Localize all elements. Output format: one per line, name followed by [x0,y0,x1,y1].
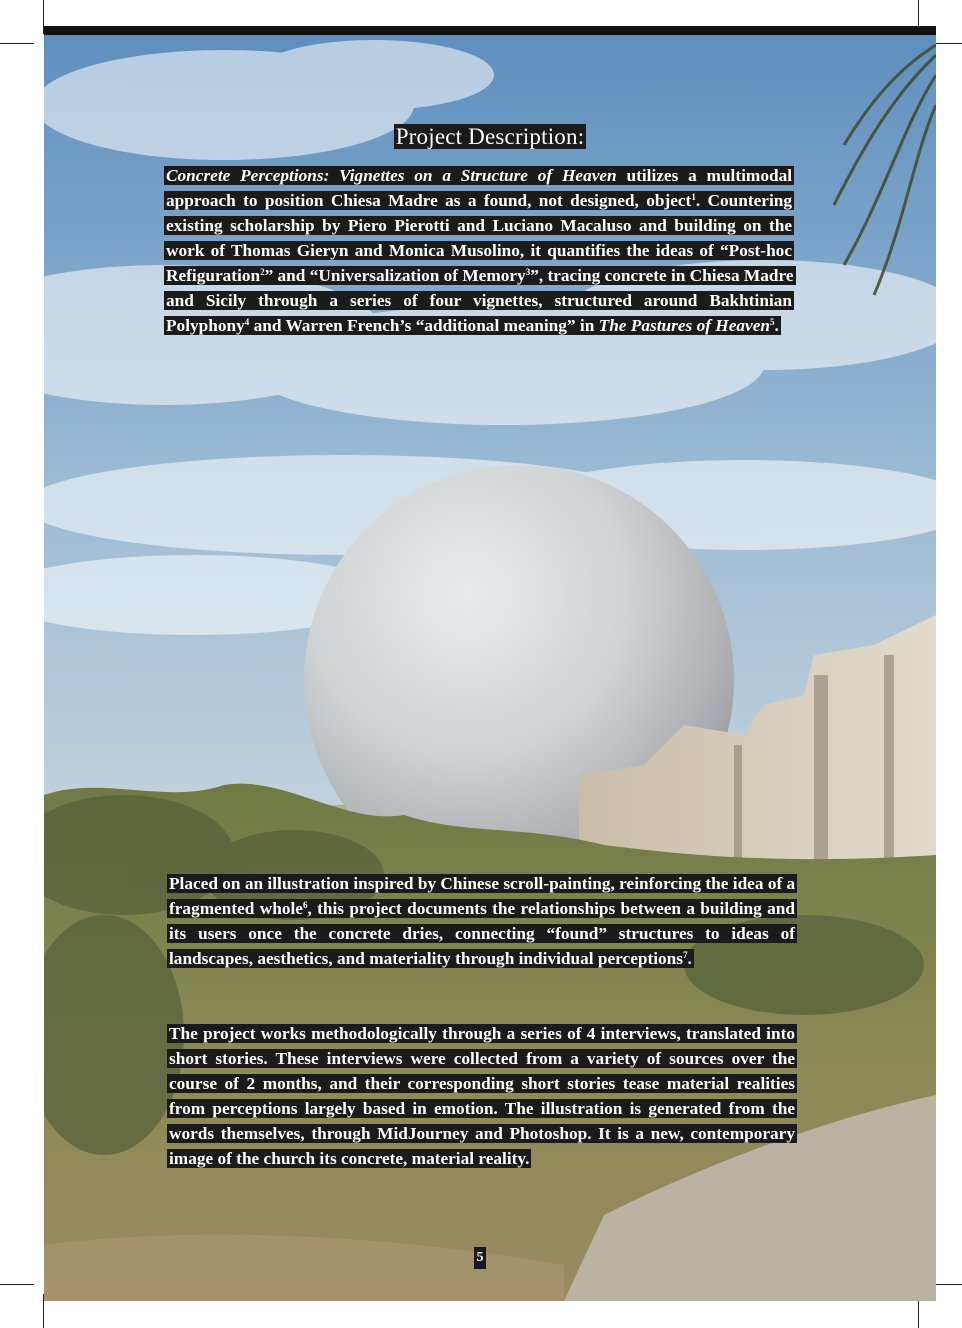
footnote-ref: 6 [302,900,308,910]
intro-paragraph [164,163,794,338]
footnote-ref: 4 [244,317,250,327]
text-segment: , this project documents the relationships between a building and its users once the concrete dries, connecting “found” structures to ideas of landscapes, aesthetics, and materiality through individual perceptions [169,899,795,968]
text-segment: . Countering existing scholarship by Piero Pierotti and Luciano Macaluso and building on the work of Thomas Gieryn and Monica Musolino, it quantifies the ideas of “Post-hoc Refiguration [166,191,792,285]
document-page [44,26,936,1301]
footnote-ref: 2 [260,267,265,277]
footnote-ref: 7 [683,950,688,960]
text-segment: ”, tracing concrete in Chiesa Madre and Sicily through a series of four vignettes, structured around Bakhtinian Polyphony [166,266,794,335]
text-segment: ” and “Universalization of Memory [264,266,526,285]
illustration-paragraph [167,871,797,971]
footnote-ref: 3 [525,267,531,277]
text-segment: utilizes a multimodal approach to position Chiesa Madre as a found, not designed, object [166,166,793,210]
crop-mark [0,1284,34,1285]
text-segment: . [774,316,779,335]
page-title: Project Description: [395,124,585,149]
footnote-ref: 1 [691,192,696,202]
methodology-text: The project works methodologically through a series of 4 interviews, translated into short stories. These interviews were collected from a variety of sources over the course of 2 months, and their corresponding short stories tease material realities from perceptions largely based in emotion. The illustration is generated from the words themselves, through MidJourney and Photoshop. It is a new, contemporary image of the church its concrete, material reality. [169,1024,795,1168]
text-segment: . [687,949,692,968]
text-segment: Placed on an illustration inspired by Chinese scroll-painting, reinforcing the idea of a fragmented whole [169,874,796,918]
project-title: Concrete Perceptions: Vignettes on a Structure of Heaven [166,166,617,185]
title-container [44,124,936,150]
book-title: The Pastures of Heaven [598,316,770,335]
footnote-ref: 5 [770,317,775,327]
text-segment: and Warren French’s “additional meaning” in [249,316,599,335]
methodology-paragraph [167,1021,797,1171]
page-number: 5 [474,1247,486,1269]
crop-mark [0,43,34,44]
